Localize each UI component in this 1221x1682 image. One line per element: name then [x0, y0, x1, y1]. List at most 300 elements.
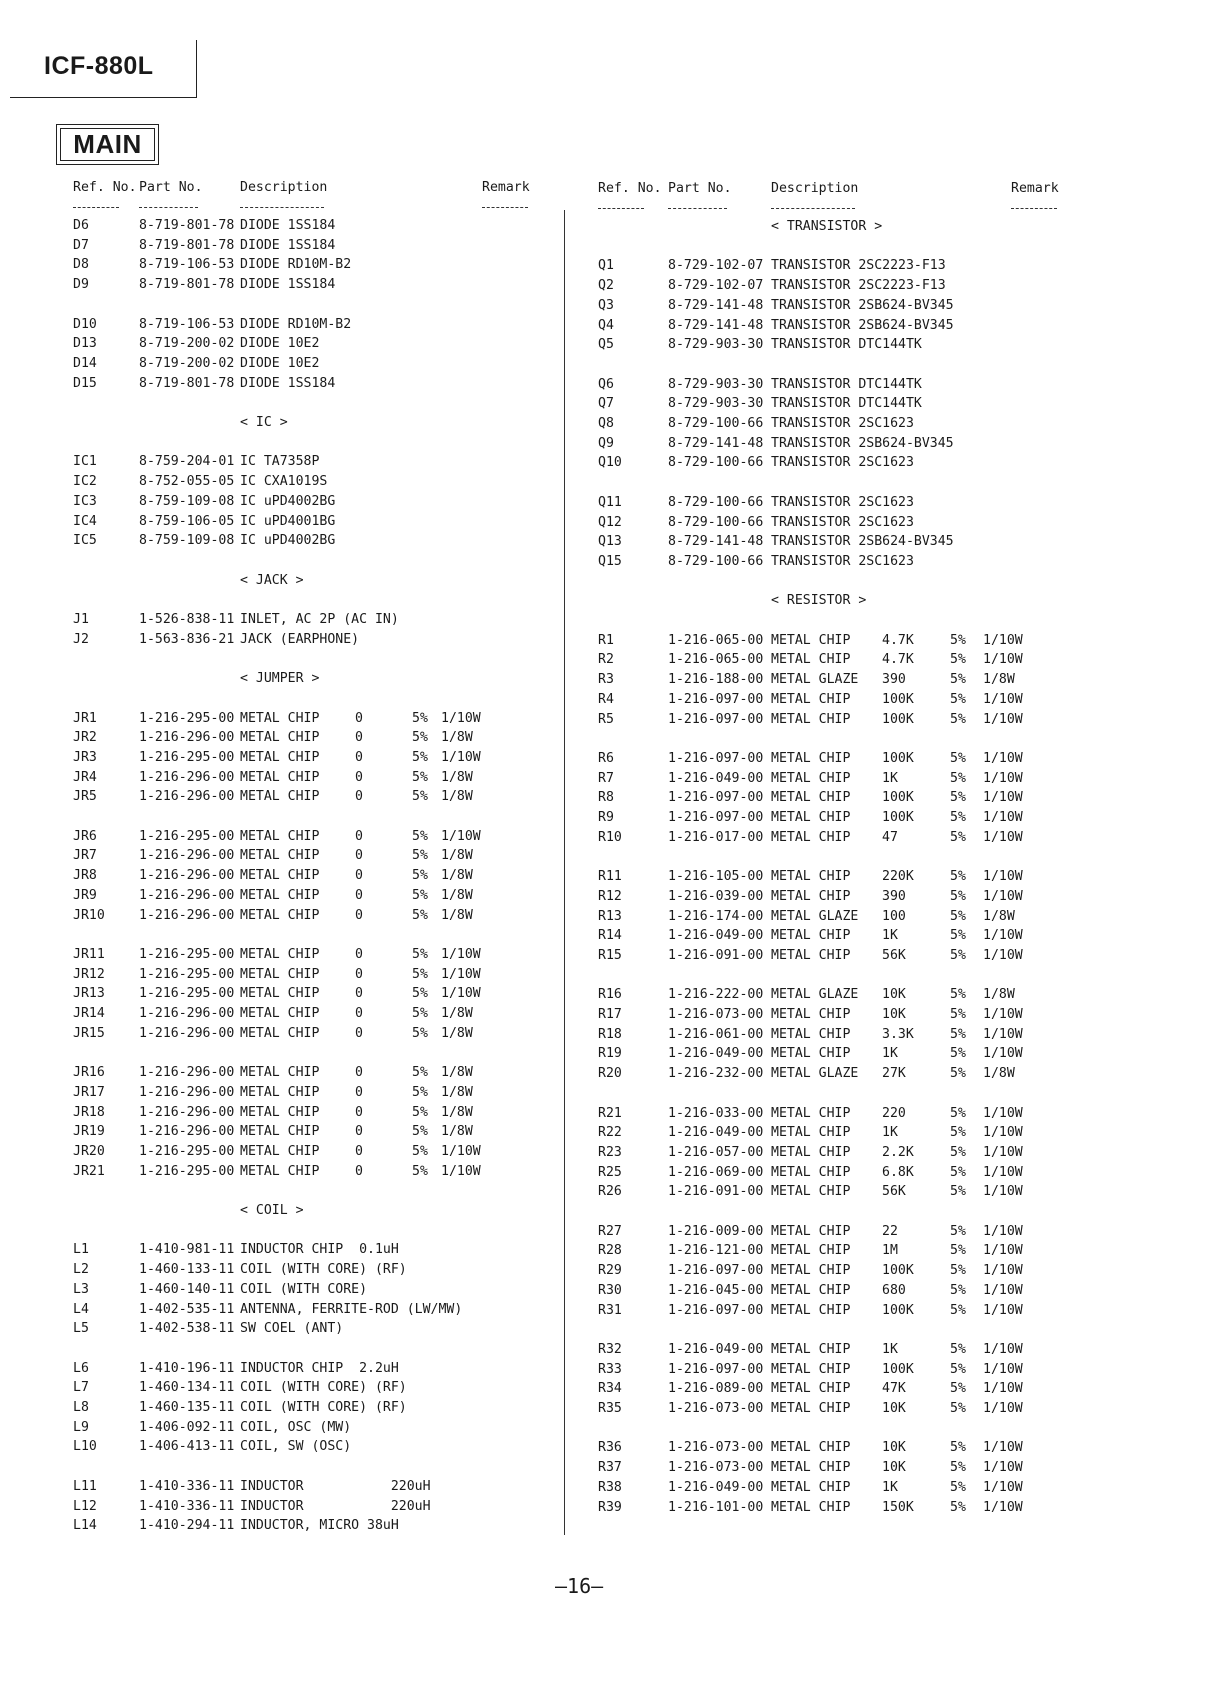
part-ref: JR18	[73, 1104, 105, 1120]
part-val: 1K	[882, 1479, 898, 1495]
part-ref: R12	[598, 888, 622, 904]
part-watt: 1/10W	[983, 947, 1023, 963]
part-part: 8-729-141-48	[668, 297, 764, 313]
section-box	[56, 124, 159, 165]
part-watt: 1/8W	[441, 848, 473, 864]
part-part: 1-216-065-00	[668, 652, 764, 668]
part-part: 1-216-174-00	[668, 908, 764, 924]
part-ref: L6	[73, 1360, 89, 1376]
part-part: 1-410-294-11	[139, 1518, 235, 1534]
part-watt: 1/8W	[983, 672, 1015, 688]
part-desc: DIODE RD10M-B2	[240, 257, 352, 273]
header-rule-vertical	[196, 40, 197, 98]
part-watt: 1/8W	[441, 730, 473, 746]
part-ref: Q11	[598, 494, 622, 510]
part-desc: TRANSISTOR 2SB624-BV345	[771, 317, 954, 333]
part-desc: METAL CHIP	[771, 1401, 851, 1416]
part-ref: JR9	[73, 887, 97, 903]
part-tol: 5%	[950, 1007, 966, 1022]
part-tol: 5%	[950, 711, 966, 727]
part-ref: R5	[598, 711, 614, 727]
part-desc: METAL CHIP	[240, 769, 320, 785]
part-part: 1-216-295-00	[139, 749, 235, 765]
part-val: 0	[355, 1025, 363, 1041]
part-val: 10K	[882, 987, 906, 1003]
part-ref: R13	[598, 908, 622, 924]
part-ref: L4	[73, 1301, 89, 1317]
part-desc: METAL CHIP	[771, 1184, 851, 1200]
part-watt: 1/10W	[983, 1007, 1023, 1022]
part-part: 8-719-106-53	[139, 316, 235, 332]
part-watt: 1/10W	[983, 869, 1023, 885]
part-tol: 5%	[950, 1302, 966, 1318]
part-tol: 5%	[950, 632, 966, 648]
part-tol: 5%	[950, 1164, 966, 1180]
part-tol: 5%	[412, 1006, 428, 1021]
header-dash-desc	[240, 207, 324, 209]
part-ref: JR15	[73, 1025, 105, 1041]
part-desc: METAL CHIP	[771, 1125, 851, 1141]
header-dash-part	[668, 208, 727, 210]
part-ref: R39	[598, 1499, 622, 1515]
part-desc: TRANSISTOR 2SC1623	[771, 455, 914, 471]
part-ref: R1	[598, 632, 614, 648]
part-part: 1-460-140-11	[139, 1281, 235, 1297]
part-part: 8-759-109-08	[139, 533, 235, 549]
part-desc: METAL CHIP	[771, 1144, 851, 1160]
part-val: 27K	[882, 1066, 906, 1082]
part-tol: 5%	[950, 750, 966, 766]
part-ref: R10	[598, 829, 622, 845]
part-part: 1-402-538-11	[139, 1321, 235, 1337]
part-ref: R16	[598, 987, 622, 1003]
part-tol: 5%	[412, 730, 428, 746]
part-val: 0	[355, 907, 363, 923]
part-tol: 5%	[950, 1440, 966, 1456]
part-ref: JR14	[73, 1006, 105, 1021]
part-ref: JR4	[73, 769, 97, 785]
part-ref: R19	[598, 1046, 622, 1062]
part-tol: 5%	[412, 1163, 428, 1179]
part-ref: L12	[73, 1498, 97, 1514]
part-val: 0	[355, 946, 363, 962]
part-val: 100K	[882, 711, 914, 727]
part-ref: Q10	[598, 455, 622, 471]
part-ref: IC2	[73, 474, 97, 490]
part-watt: 1/10W	[983, 1125, 1023, 1141]
part-desc: INDUCTOR CHIP 2.2uH	[240, 1360, 399, 1376]
part-tol: 5%	[412, 710, 428, 726]
part-part: 1-216-091-00	[668, 1184, 764, 1200]
part-ref: J2	[73, 631, 89, 647]
part-tol: 5%	[950, 928, 966, 944]
part-desc: SW COEL (ANT)	[240, 1321, 344, 1337]
part-val: 220	[882, 1105, 906, 1121]
part-part: 8-719-801-78	[139, 218, 235, 233]
part-desc: TRANSISTOR 2SC2223-F13	[771, 278, 946, 294]
part-watt: 1/10W	[983, 1263, 1023, 1279]
part-val: 390	[882, 888, 906, 904]
part-desc: METAL CHIP	[240, 1065, 320, 1081]
part-desc: METAL CHIP	[771, 888, 851, 904]
part-val: 100K	[882, 691, 914, 707]
part-tol: 5%	[950, 1066, 966, 1082]
group-heading: < TRANSISTOR >	[771, 219, 883, 234]
part-part: 8-729-102-07	[668, 258, 764, 274]
part-desc: INDUCTOR 220uH	[240, 1478, 431, 1494]
part-part: 1-216-295-00	[139, 1143, 235, 1159]
part-part: 1-460-133-11	[139, 1262, 235, 1278]
part-tol: 5%	[950, 987, 966, 1003]
part-ref: D8	[73, 257, 89, 273]
part-tol: 5%	[950, 1125, 966, 1141]
part-val: 10K	[882, 1007, 906, 1022]
part-desc: COIL (WITH CORE) (RF)	[240, 1400, 407, 1415]
part-watt: 1/8W	[441, 887, 473, 903]
part-tol: 5%	[412, 1143, 428, 1159]
part-watt: 1/10W	[983, 1479, 1023, 1495]
part-tol: 5%	[950, 810, 966, 825]
part-tol: 5%	[950, 1144, 966, 1160]
column-header-desc: Description	[240, 180, 328, 195]
part-part: 1-216-097-00	[668, 790, 764, 806]
part-part: 1-216-121-00	[668, 1243, 764, 1259]
part-part: 1-410-981-11	[139, 1242, 235, 1258]
part-desc: METAL CHIP	[771, 790, 851, 806]
part-part: 1-216-097-00	[668, 1302, 764, 1318]
header-dash-remark	[1011, 208, 1057, 210]
part-ref: L3	[73, 1281, 89, 1297]
page-number: —16—	[555, 1574, 604, 1598]
part-part: 1-216-017-00	[668, 829, 764, 845]
part-ref: R30	[598, 1282, 622, 1298]
part-part: 1-216-188-00	[668, 672, 764, 688]
part-ref: JR19	[73, 1124, 105, 1140]
part-watt: 1/10W	[983, 1144, 1023, 1160]
part-ref: L11	[73, 1478, 97, 1494]
part-watt: 1/10W	[983, 1164, 1023, 1180]
part-val: 0	[355, 1065, 363, 1081]
part-ref: R17	[598, 1007, 622, 1022]
part-watt: 1/10W	[983, 888, 1023, 904]
part-desc: INDUCTOR, MICRO 38uH	[240, 1518, 399, 1534]
part-ref: Q1	[598, 258, 614, 274]
part-ref: R9	[598, 810, 614, 825]
part-val: 0	[355, 1006, 363, 1021]
part-ref: Q12	[598, 514, 622, 530]
part-part: 1-216-295-00	[139, 986, 235, 1002]
part-tol: 5%	[412, 828, 428, 844]
part-part: 1-216-061-00	[668, 1026, 764, 1042]
part-part: 1-216-009-00	[668, 1223, 764, 1239]
part-desc: METAL CHIP	[771, 1026, 851, 1042]
part-tol: 5%	[412, 1025, 428, 1041]
part-watt: 1/10W	[441, 966, 481, 982]
part-tol: 5%	[950, 1184, 966, 1200]
part-watt: 1/10W	[983, 1302, 1023, 1318]
part-val: 100K	[882, 750, 914, 766]
part-part: 8-729-102-07	[668, 278, 764, 294]
part-val: 150K	[882, 1499, 914, 1515]
part-part: 8-719-801-78	[139, 375, 235, 391]
part-ref: D6	[73, 218, 89, 233]
part-ref: R8	[598, 790, 614, 806]
part-part: 1-216-097-00	[668, 1263, 764, 1279]
group-heading: < IC >	[240, 415, 288, 430]
part-desc: ANTENNA, FERRITE-ROD (LW/MW)	[240, 1301, 463, 1317]
part-desc: TRANSISTOR DTC144TK	[771, 396, 922, 412]
part-watt: 1/10W	[983, 1401, 1023, 1416]
part-ref: R6	[598, 750, 614, 766]
part-part: 1-406-092-11	[139, 1419, 235, 1435]
part-part: 1-216-296-00	[139, 1084, 235, 1100]
part-ref: L8	[73, 1400, 89, 1415]
part-tol: 5%	[412, 749, 428, 765]
part-tol: 5%	[950, 770, 966, 786]
part-part: 1-216-296-00	[139, 907, 235, 923]
part-part: 1-216-295-00	[139, 946, 235, 962]
header-dash-desc	[771, 208, 855, 210]
part-ref: R11	[598, 869, 622, 885]
part-tol: 5%	[950, 691, 966, 707]
part-tol: 5%	[412, 868, 428, 884]
part-desc: COIL, OSC (MW)	[240, 1419, 352, 1435]
part-tol: 5%	[950, 869, 966, 885]
part-ref: Q4	[598, 317, 614, 333]
part-val: 0	[355, 769, 363, 785]
header-dash-ref	[598, 208, 644, 210]
part-watt: 1/10W	[983, 1361, 1023, 1377]
part-tol: 5%	[950, 829, 966, 845]
part-desc: TRANSISTOR DTC144TK	[771, 337, 922, 353]
part-val: 0	[355, 1163, 363, 1179]
part-ref: D14	[73, 355, 97, 371]
part-part: 1-216-296-00	[139, 1124, 235, 1140]
part-desc: METAL GLAZE	[771, 672, 859, 688]
part-watt: 1/10W	[983, 1460, 1023, 1476]
column-divider	[564, 210, 565, 1535]
part-desc: DIODE 1SS184	[240, 237, 336, 253]
part-ref: JR13	[73, 986, 105, 1002]
part-part: 1-526-838-11	[139, 612, 235, 627]
part-ref: D10	[73, 316, 97, 332]
part-watt: 1/10W	[441, 710, 481, 726]
part-ref: R3	[598, 672, 614, 688]
part-desc: METAL GLAZE	[771, 1066, 859, 1082]
part-desc: METAL CHIP	[240, 1104, 320, 1120]
part-part: 8-729-903-30	[668, 376, 764, 392]
part-tol: 5%	[412, 966, 428, 982]
part-tol: 5%	[950, 1223, 966, 1239]
part-watt: 1/10W	[983, 1381, 1023, 1397]
part-watt: 1/10W	[983, 790, 1023, 806]
part-watt: 1/8W	[441, 1104, 473, 1120]
part-desc: METAL CHIP	[240, 1084, 320, 1100]
part-part: 1-216-296-00	[139, 848, 235, 864]
part-part: 1-216-232-00	[668, 1066, 764, 1082]
part-watt: 1/8W	[441, 868, 473, 884]
part-desc: METAL CHIP	[771, 928, 851, 944]
part-ref: R27	[598, 1223, 622, 1239]
part-part: 8-719-106-53	[139, 257, 235, 273]
part-desc: METAL CHIP	[771, 947, 851, 963]
part-part: 1-216-049-00	[668, 928, 764, 944]
part-part: 1-216-069-00	[668, 1164, 764, 1180]
part-val: 0	[355, 887, 363, 903]
part-desc: METAL CHIP	[240, 710, 320, 726]
part-ref: Q5	[598, 337, 614, 353]
part-part: 1-216-089-00	[668, 1381, 764, 1397]
part-part: 1-216-296-00	[139, 887, 235, 903]
part-val: 0	[355, 789, 363, 805]
part-desc: METAL CHIP	[771, 1243, 851, 1259]
part-val: 0	[355, 1143, 363, 1159]
part-ref: L5	[73, 1321, 89, 1337]
part-val: 1M	[882, 1243, 898, 1259]
part-part: 1-216-295-00	[139, 710, 235, 726]
part-val: 0	[355, 848, 363, 864]
part-part: 8-729-100-66	[668, 494, 764, 510]
part-desc: METAL CHIP	[771, 1302, 851, 1318]
part-ref: Q9	[598, 435, 614, 451]
part-part: 1-216-296-00	[139, 1065, 235, 1081]
part-part: 1-460-135-11	[139, 1400, 235, 1415]
part-ref: D15	[73, 375, 97, 391]
part-desc: IC TA7358P	[240, 454, 320, 470]
part-part: 1-216-065-00	[668, 632, 764, 648]
part-desc: METAL CHIP	[771, 691, 851, 707]
part-ref: JR5	[73, 789, 97, 805]
part-ref: Q7	[598, 396, 614, 412]
part-ref: Q6	[598, 376, 614, 392]
part-ref: R28	[598, 1243, 622, 1259]
part-ref: Q2	[598, 278, 614, 294]
part-ref: R20	[598, 1066, 622, 1082]
part-part: 8-759-204-01	[139, 454, 235, 470]
part-part: 8-719-801-78	[139, 277, 235, 293]
part-desc: METAL CHIP	[771, 770, 851, 786]
part-desc: TRANSISTOR 2SB624-BV345	[771, 534, 954, 550]
part-desc: TRANSISTOR 2SC1623	[771, 494, 914, 510]
part-desc: METAL CHIP	[771, 829, 851, 845]
part-tol: 5%	[412, 946, 428, 962]
column-header-part: Part No.	[668, 181, 732, 196]
part-part: 1-216-097-00	[668, 750, 764, 766]
part-ref: R4	[598, 691, 614, 707]
part-part: 1-216-091-00	[668, 947, 764, 963]
part-val: 680	[882, 1282, 906, 1298]
part-part: 1-216-073-00	[668, 1401, 764, 1416]
part-watt: 1/8W	[983, 1066, 1015, 1082]
part-watt: 1/10W	[441, 986, 481, 1002]
part-desc: INLET, AC 2P (AC IN)	[240, 612, 399, 627]
part-tol: 5%	[950, 908, 966, 924]
group-heading: < JACK >	[240, 572, 304, 588]
part-watt: 1/10W	[983, 770, 1023, 786]
part-val: 100K	[882, 810, 914, 825]
part-desc: TRANSISTOR 2SB624-BV345	[771, 435, 954, 451]
part-desc: METAL CHIP	[240, 749, 320, 765]
part-tol: 5%	[412, 789, 428, 805]
part-part: 1-216-296-00	[139, 769, 235, 785]
part-watt: 1/10W	[441, 1143, 481, 1159]
part-tol: 5%	[412, 1104, 428, 1120]
part-tol: 5%	[412, 1124, 428, 1140]
part-desc: METAL CHIP	[771, 1381, 851, 1397]
column-header-remark: Remark	[482, 180, 530, 195]
part-desc: METAL CHIP	[240, 1025, 320, 1041]
part-ref: R21	[598, 1105, 622, 1121]
part-desc: INDUCTOR CHIP 0.1uH	[240, 1242, 399, 1258]
part-watt: 1/10W	[441, 1163, 481, 1179]
part-val: 0	[355, 986, 363, 1002]
part-desc: METAL CHIP	[240, 887, 320, 903]
part-val: 10K	[882, 1440, 906, 1456]
part-desc: METAL GLAZE	[771, 987, 859, 1003]
part-ref: R31	[598, 1302, 622, 1318]
part-ref: JR6	[73, 828, 97, 844]
part-desc: METAL CHIP	[240, 1006, 320, 1021]
part-val: 100K	[882, 1263, 914, 1279]
part-ref: L1	[73, 1242, 89, 1258]
part-watt: 1/10W	[441, 828, 481, 844]
part-desc: METAL CHIP	[240, 946, 320, 962]
part-desc: IC uPD4002BG	[240, 493, 336, 509]
part-val: 2.2K	[882, 1144, 914, 1160]
part-part: 8-719-801-78	[139, 237, 235, 253]
part-ref: JR8	[73, 868, 97, 884]
part-desc: METAL CHIP	[240, 1163, 320, 1179]
column-header-ref: Ref. No.	[73, 180, 137, 195]
part-watt: 1/10W	[983, 1184, 1023, 1200]
column-header-ref: Ref. No.	[598, 181, 662, 196]
part-ref: D13	[73, 336, 97, 352]
part-part: 1-216-057-00	[668, 1144, 764, 1160]
part-watt: 1/10W	[983, 1243, 1023, 1259]
part-ref: L9	[73, 1419, 89, 1435]
part-ref: L7	[73, 1380, 89, 1396]
part-watt: 1/8W	[983, 908, 1015, 924]
part-val: 47	[882, 829, 898, 845]
part-watt: 1/8W	[983, 987, 1015, 1003]
part-tol: 5%	[950, 672, 966, 688]
part-watt: 1/8W	[441, 1065, 473, 1081]
part-ref: JR10	[73, 907, 105, 923]
part-part: 8-729-141-48	[668, 435, 764, 451]
part-desc: METAL CHIP	[771, 1223, 851, 1239]
part-ref: R18	[598, 1026, 622, 1042]
part-part: 1-410-196-11	[139, 1360, 235, 1376]
part-watt: 1/10W	[983, 1282, 1023, 1298]
part-val: 1K	[882, 770, 898, 786]
part-ref: JR2	[73, 730, 97, 746]
part-desc: IC uPD4001BG	[240, 513, 336, 529]
part-ref: R29	[598, 1263, 622, 1279]
part-ref: R36	[598, 1440, 622, 1456]
part-ref: R22	[598, 1125, 622, 1141]
part-watt: 1/10W	[441, 946, 481, 962]
part-desc: TRANSISTOR 2SC2223-F13	[771, 258, 946, 274]
column-header-desc: Description	[771, 181, 859, 196]
part-tol: 5%	[950, 888, 966, 904]
part-desc: METAL CHIP	[771, 652, 851, 668]
part-val: 220K	[882, 869, 914, 885]
part-part: 1-402-535-11	[139, 1301, 235, 1317]
part-part: 8-729-141-48	[668, 534, 764, 550]
part-part: 1-216-296-00	[139, 1006, 235, 1021]
part-watt: 1/10W	[983, 1223, 1023, 1239]
part-watt: 1/10W	[983, 750, 1023, 766]
